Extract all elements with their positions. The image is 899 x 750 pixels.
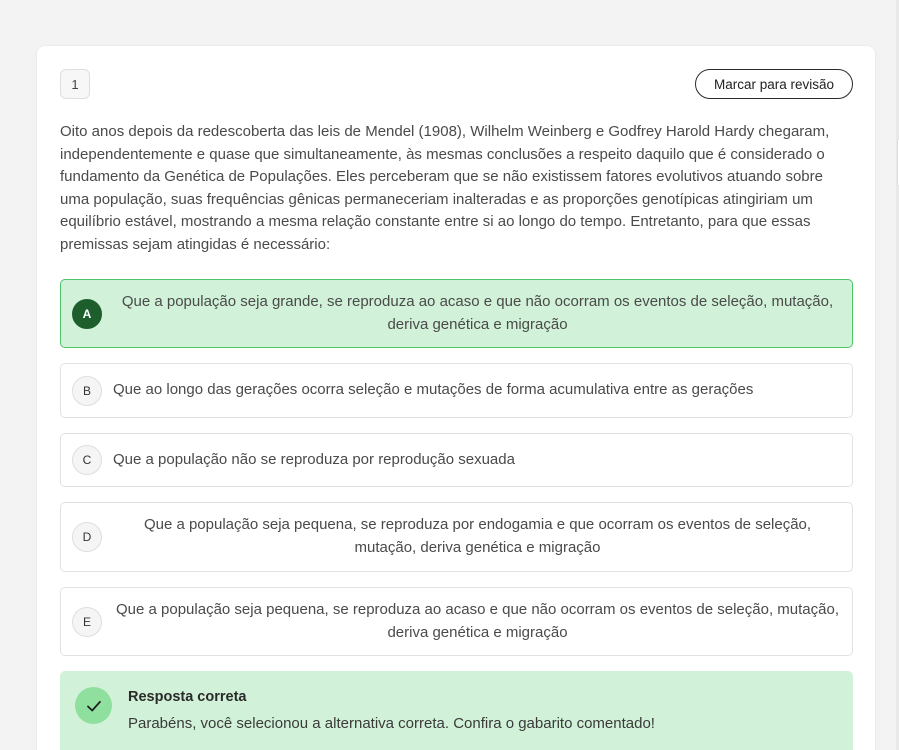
option-letter-badge: E (72, 607, 102, 637)
option-c[interactable] (60, 433, 853, 487)
option-text: Que a população seja pequena, se reproduza ao acaso e que não ocorram os eventos de seleção, mutação, deriva genética e migração (116, 600, 839, 641)
option-b[interactable] (60, 363, 853, 418)
mark-for-review-button[interactable]: Marcar para revisão (695, 69, 853, 99)
option-letter-badge: C (72, 445, 102, 475)
check-icon (75, 687, 112, 724)
option-letter-badge: D (72, 522, 102, 552)
answer-feedback (60, 671, 853, 750)
option-text: Que a população seja grande, se reproduza ao acaso e que não ocorram os eventos de seleção, mutação, deriva genética e migração (121, 292, 834, 333)
option-e[interactable] (60, 587, 853, 656)
option-a[interactable] (60, 279, 853, 348)
feedback-title: Resposta correta (128, 689, 247, 705)
question-number: 1 (60, 69, 90, 99)
question-text: Oito anos depois da redescoberta das leis de Mendel (1908), Wilhelm Weinberg e Godfrey Harold Hardy chegaram, independentemente e quase que simultaneamente, às mesmas conclusões a respeito daquilo que é considerado o fundamento da Genética de Populações. Eles perceberam que se não existissem fatores evolutivos atuando sobre uma população, suas frequências gênicas permaneceriam inalteradas e as proporções genotípicas atingiriam um equilíbrio estável, mostrando a mesma relação constante entre si ao longo do tempo. Entretanto, para que essas premissas sejam atingidas é necessário: (60, 123, 830, 253)
option-text: Que a população seja pequena, se reproduza por endogamia e que ocorram os eventos de seleção, mutação, deriva genética e migração (143, 516, 812, 556)
feedback-message: Parabéns, você selecionou a alternativa correta. Confira o gabarito comentado! (128, 715, 655, 732)
option-text: Que a população não se reproduza por reprodução sexuada (113, 450, 515, 468)
option-letter-badge: B (72, 376, 102, 406)
option-text: Que ao longo das gerações ocorra seleção e mutações de forma acumulativa entre as gerações (113, 381, 754, 399)
option-d[interactable] (60, 502, 853, 572)
question-card (37, 46, 875, 750)
option-letter-badge: A (72, 299, 102, 329)
